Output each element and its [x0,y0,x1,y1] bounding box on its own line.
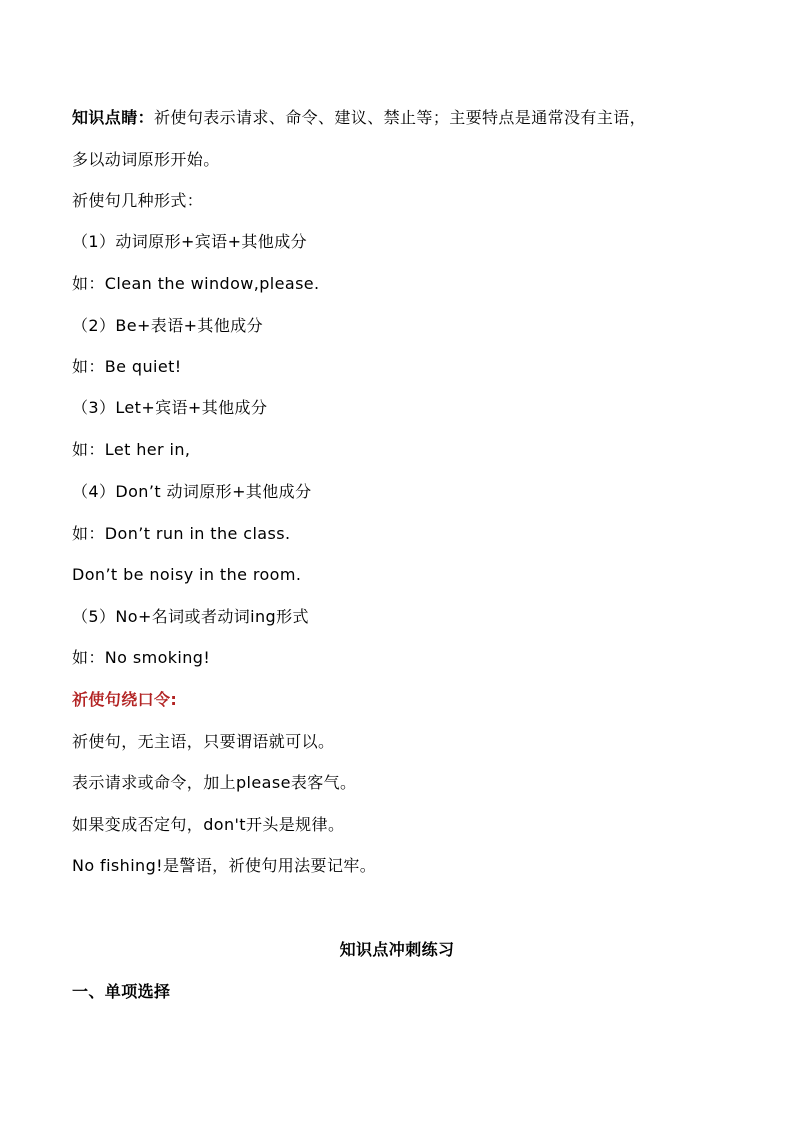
form-3-example: 如：Let her in, [72,440,191,459]
intro-label: 知识点睛： [72,108,155,127]
form-4-example-1: 如：Don’t run in the class. [72,524,291,543]
form-5-example: 如：No smoking! [72,648,211,667]
form-1: （1）动词原形+宾语+其他成分 [72,232,307,251]
forms-heading: 祈使句几种形式： [72,191,204,210]
form-3: （3）Let+宾语+其他成分 [72,398,268,417]
intro-text: 祈使句表示请求、命令、建议、禁止等；主要特点是通常没有主语， [154,108,647,127]
intro-continuation: 多以动词原形开始。 [72,150,220,169]
section-title: 一、单项选择 [72,982,171,1001]
intro-line [72,108,646,128]
rhyme-line-2: 表示请求或命令，加上please表客气。 [72,773,357,792]
practice-title: 知识点冲刺练习 [339,940,455,959]
form-2: （2）Be+表语+其他成分 [72,316,264,335]
rhyme-line-1: 祈使句，无主语，只要谓语就可以。 [72,732,335,751]
rhyme-title: 祈使句绕口令: [72,690,178,709]
form-1-example: 如：Clean the window,please. [72,274,320,293]
form-2-example: 如：Be quiet! [72,357,182,376]
form-4-example-2: Don’t be noisy in the room. [72,565,302,584]
form-4: （4）Don’t 动词原形+其他成分 [72,482,312,501]
form-5: （5）No+名词或者动词ing形式 [72,607,309,626]
rhyme-line-4: No fishing!是警语，祈使句用法要记牢。 [72,856,377,875]
rhyme-line-3: 如果变成否定句，don't开头是规律。 [72,815,345,834]
